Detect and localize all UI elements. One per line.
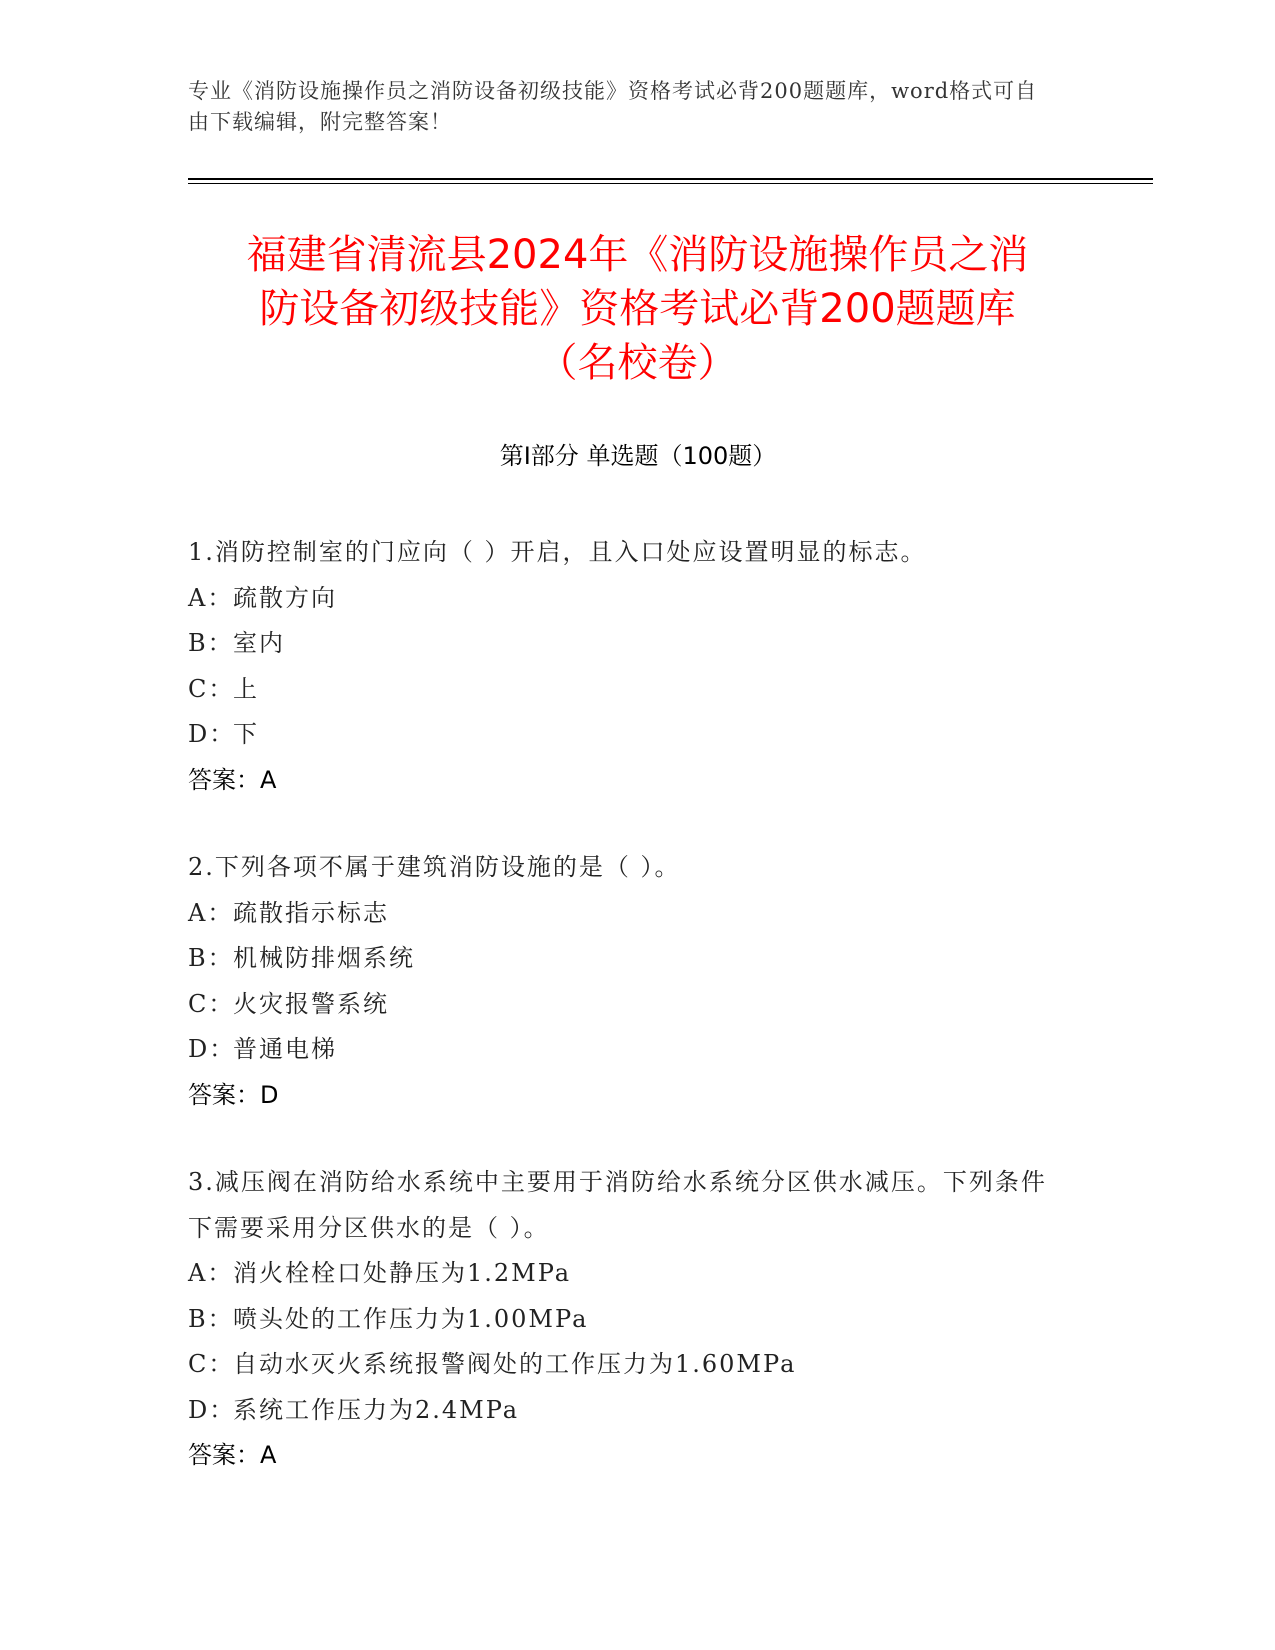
option-key: A： [188, 1259, 234, 1287]
option-text: 室内 [233, 629, 285, 657]
title-line-2: 防设备初级技能》资格考试必背200题题库 [259, 286, 1016, 332]
option-text: 下 [233, 720, 259, 748]
answer: 答案：A [188, 765, 277, 794]
question-2 [188, 845, 1068, 1118]
option-key: A： [188, 898, 234, 927]
option-text: 喷头处的工作压力为1.00MPa [233, 1304, 589, 1333]
option-c [188, 982, 1068, 1028]
option-b [188, 936, 1068, 982]
option-text: 疏散指示标志 [233, 898, 389, 927]
question-stem: 2.下列各项不属于建筑消防设施的是（ ）。 [188, 853, 681, 881]
option-key: D： [188, 720, 236, 748]
question-stem: 3.减压阀在消防给水系统中主要用于消防给水系统分区供水减压。下列条件下需要采用分区供水的是（ ）。 [188, 1168, 1047, 1242]
option-key: B： [188, 1304, 234, 1333]
header-note: 专业《消防设施操作员之消防设备初级技能》资格考试必背200题题库，word格式可自由下载编辑，附完整答案！ [188, 79, 1038, 134]
option-b [188, 1297, 1068, 1343]
option-b [188, 621, 1068, 667]
title-line-3: （名校卷） [537, 340, 738, 386]
option-key: B： [188, 629, 234, 657]
option-key: C： [188, 989, 235, 1018]
option-key: A： [188, 583, 234, 612]
option-key: D： [188, 1035, 236, 1063]
question-list [188, 530, 1068, 1521]
option-a [188, 576, 1068, 622]
document-title [150, 228, 1125, 390]
option-key: B： [188, 944, 234, 972]
title-line-1: 福建省清流县2024年《消防设施操作员之消 [246, 232, 1029, 278]
option-d [188, 712, 1068, 758]
section-title: 第Ⅰ部分 单选题（100题） [499, 442, 777, 470]
option-key: C： [188, 674, 235, 703]
option-text: 普通电梯 [233, 1035, 337, 1063]
option-text: 机械防排烟系统 [233, 944, 415, 972]
option-text: 自动水灭火系统报警阀处的工作压力为1.60MPa [233, 1350, 797, 1378]
answer: 答案：D [188, 1080, 279, 1109]
option-text: 消火栓栓口处静压为1.2MPa [233, 1259, 572, 1287]
option-d [188, 1027, 1068, 1073]
option-c [188, 667, 1068, 713]
option-text: 疏散方向 [233, 583, 337, 612]
question-3 [188, 1160, 1068, 1479]
option-a [188, 891, 1068, 937]
header-rule-thin [188, 183, 1153, 184]
answer: 答案：A [188, 1441, 277, 1469]
option-text: 火灾报警系统 [233, 989, 389, 1018]
option-a [188, 1251, 1068, 1297]
option-key: D： [188, 1395, 236, 1424]
question-1 [188, 530, 1068, 803]
option-d [188, 1388, 1068, 1434]
option-text: 上 [233, 674, 259, 703]
question-stem: 1.消防控制室的门应向（ ）开启，且入口处应设置明显的标志。 [188, 538, 927, 566]
option-key: C： [188, 1350, 235, 1378]
header-rule-thick [188, 178, 1153, 180]
option-c [188, 1342, 1068, 1388]
option-text: 系统工作压力为2.4MPa [233, 1395, 520, 1424]
